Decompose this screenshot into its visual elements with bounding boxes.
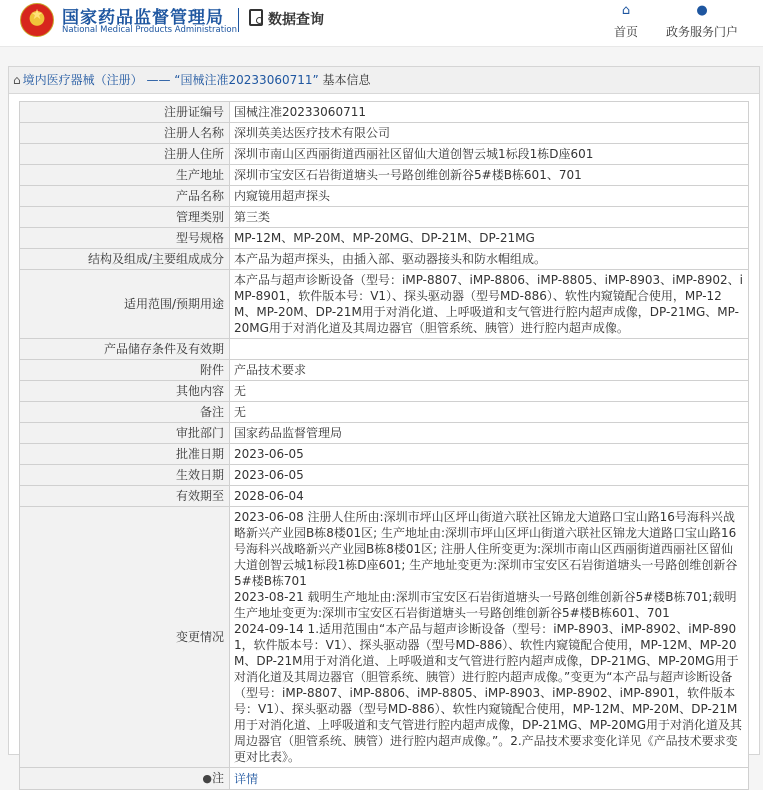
- field-value: 无: [230, 402, 749, 423]
- info-row: [20, 402, 749, 423]
- info-row: [20, 423, 749, 444]
- breadcrumb-suffix: 基本信息: [322, 73, 371, 87]
- info-row: [20, 207, 749, 228]
- field-value: 2023-06-08 注册人住所由:深圳市坪山区坪山街道六联社区锦龙大道路口宝山路16号海科兴战略新兴产业园B栋8楼01区; 生产地址由:深圳市坪山区坪山街道六联社区锦龙大道路口宝山路16号海科兴战略新兴产业园B栋8楼01区; 注册人住所变更为:深圳市南山区西丽街道西丽社区留仙大道创智云城1标段1栋D座601; 生产地址变更为:深圳市宝安区石岩街道塘头一号路创维创新谷5#楼B栋701 2023-08-21 载明生产地址由:深圳市宝安区石岩街道塘头一号路创维创新谷5#楼B栋701;载明生产地址变更为:深圳市宝安区石岩街道塘头一号路创维创新谷5#楼B栋601、701 2024-09-14 1.适用范围由“本产品与超声诊断设备（型号：iMP-8903、iMP-8902、iMP-8901，软件版本号：V1）、探头驱动器（型号MD-886）、软性内窥镜配合使用，MP-12M、MP-20M、DP-21M用于对消化道、上呼吸道和支气管进行腔内超声成像，DP-21MG、MP-20MG用于对消化道及其周边器官（胆管系统、胰管）进行腔内超声成像。”变更为“本产品与超声诊断设备（型号：iMP-8807、iMP-8806、iMP-8805、iMP-8903、iMP-8902、iMP-8901，软件版本号：V1）、探头驱动器（型号MD-886）、软性内窥镜配合使用，MP-12M、MP-20M、DP-21M用于对消化道、上呼吸道和支气管进行腔内超声成像，DP-21MG、MP-20MG用于对消化道及其周边器官（胆管系统、胰管）进行腔内超声成像。”。2.产品技术要求变化详见《产品技术要求变更对比表》。: [230, 507, 749, 768]
- details-link[interactable]: 详情: [234, 771, 259, 786]
- info-row: [20, 249, 749, 270]
- field-value: 2023-06-05: [230, 444, 749, 465]
- field-value: 国家药品监督管理局: [230, 423, 749, 444]
- field-label: 其他内容: [20, 381, 230, 402]
- field-label: 备注: [20, 402, 230, 423]
- info-row: [20, 486, 749, 507]
- nav-home-label: 首页: [613, 25, 638, 39]
- field-label: 型号规格: [20, 228, 230, 249]
- nav-home[interactable]: [608, 3, 644, 40]
- field-label: 注册人住所: [20, 144, 230, 165]
- field-label: 有效期至: [20, 486, 230, 507]
- field-label: 变更情况: [20, 507, 230, 768]
- field-label: 产品储存条件及有效期: [20, 339, 230, 360]
- info-row: [20, 165, 749, 186]
- field-value: 2028-06-04: [230, 486, 749, 507]
- field-value: [230, 339, 749, 360]
- info-row: [20, 102, 749, 123]
- pin-icon: ●: [202, 772, 212, 785]
- field-value: 深圳市宝安区石岩街道塘头一号路创维创新谷5#楼B栋601、701: [230, 165, 749, 186]
- field-label: 结构及组成/主要组成成分: [20, 249, 230, 270]
- field-label: 注册人名称: [20, 123, 230, 144]
- home-small-icon: ⌂: [13, 73, 21, 87]
- field-label: 附件: [20, 360, 230, 381]
- info-row: [20, 339, 749, 360]
- note-row: [20, 768, 749, 790]
- agency-name[interactable]: 国家药品监督管理局: [62, 8, 224, 28]
- nav-service-portal[interactable]: [662, 3, 742, 40]
- info-row: [20, 270, 749, 339]
- info-row: [20, 228, 749, 249]
- field-label: 管理类别: [20, 207, 230, 228]
- info-row: [20, 360, 749, 381]
- field-label: 批准日期: [20, 444, 230, 465]
- note-label-cell: [20, 768, 230, 790]
- field-label: 生效日期: [20, 465, 230, 486]
- field-label: 产品名称: [20, 186, 230, 207]
- info-row: [20, 465, 749, 486]
- field-value: 产品技术要求: [230, 360, 749, 381]
- field-value: MP-12M、MP-20M、MP-20MG、DP-21M、DP-21MG: [230, 228, 749, 249]
- field-value: 本产品为超声探头，由插入部、驱动器接头和防水帽组成。: [230, 249, 749, 270]
- field-value: 本产品与超声诊断设备（型号：iMP-8807、iMP-8806、iMP-8805、iMP-8903、iMP-8902、iMP-8901，软件版本号：V1）、探头驱动器（型号MD-886）、软性内窥镜配合使用，MP-12M、MP-20M、DP-21M用于对消化道、上呼吸道和支气管进行腔内超声成像，DP-21MG、MP-20MG用于对消化道及其周边器官（胆管系统、胰管）进行腔内超声成像。: [230, 270, 749, 339]
- header-divider: [238, 8, 239, 32]
- nav-portal-label: 政务服务门户: [665, 25, 738, 39]
- info-table: [19, 101, 749, 790]
- field-value: 深圳市南山区西丽街道西丽社区留仙大道创智云城1标段1栋D座601: [230, 144, 749, 165]
- breadcrumb-category-link[interactable]: 境内医疗器械（注册）: [22, 73, 143, 87]
- field-value: 2023-06-05: [230, 465, 749, 486]
- field-label: 适用范围/预期用途: [20, 270, 230, 339]
- field-value: 深圳英美达医疗技术有限公司: [230, 123, 749, 144]
- field-value: 第三类: [230, 207, 749, 228]
- user-icon: ●: [696, 3, 708, 18]
- home-icon: ⌂: [621, 3, 631, 18]
- document-search-icon: [249, 9, 263, 26]
- field-value: 无: [230, 381, 749, 402]
- field-label: 审批部门: [20, 423, 230, 444]
- top-header: [0, 0, 763, 47]
- data-query-title[interactable]: 数据查询: [268, 12, 324, 28]
- note-label: 注: [211, 771, 224, 785]
- info-row: [20, 144, 749, 165]
- info-row: [20, 507, 749, 768]
- info-row: [20, 123, 749, 144]
- field-value: 内窥镜用超声探头: [230, 186, 749, 207]
- national-emblem-icon: [20, 3, 54, 37]
- note-value-cell: [230, 768, 749, 790]
- info-row: [20, 444, 749, 465]
- field-label: 生产地址: [20, 165, 230, 186]
- breadcrumb-registration-number: “国械注准20233060711”: [174, 73, 319, 87]
- info-row: [20, 381, 749, 402]
- basic-info-panel: [8, 66, 760, 786]
- field-label: 注册证编号: [20, 102, 230, 123]
- info-row: [20, 186, 749, 207]
- agency-english-name: National Medical Products Administration: [62, 25, 237, 35]
- field-value: 国械注准20233060711: [230, 102, 749, 123]
- breadcrumb-separator: ——: [146, 73, 171, 87]
- breadcrumb: [9, 67, 759, 94]
